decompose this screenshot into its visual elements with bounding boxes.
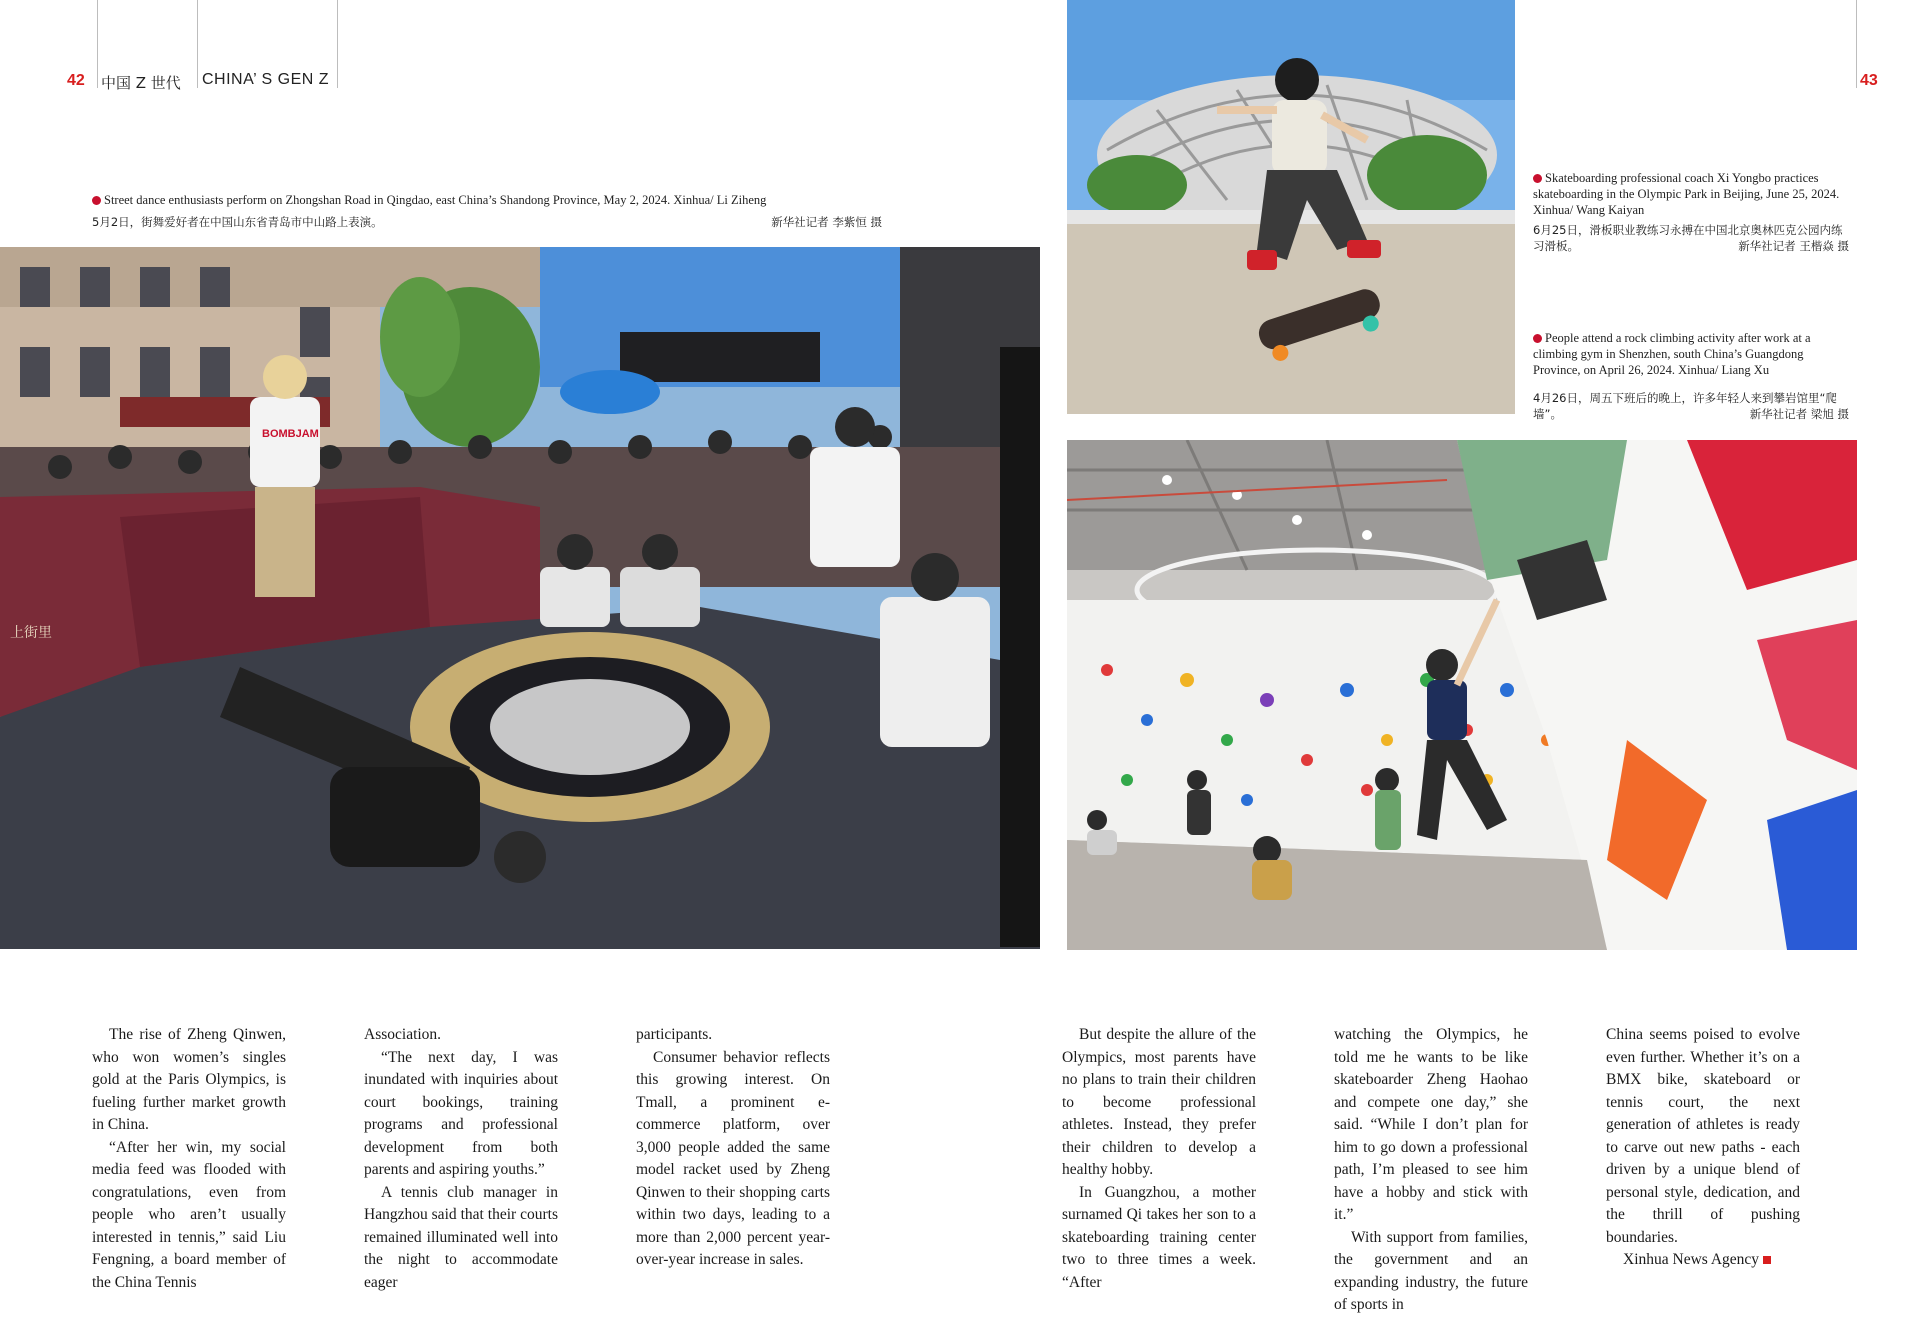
article-column-3 — [636, 1024, 830, 1272]
article-column-2 — [364, 1024, 558, 1294]
skateboard-credit: 新华社记者 王楷焱 摄 — [1738, 239, 1849, 253]
article-column-5 — [1334, 1024, 1528, 1317]
skateboard-caption-zh: 6月25日，滑板职业教练习永搏在中国北京奥林匹克公园内练习滑板。 新华社记者 王楷焱 摄 — [1533, 223, 1849, 253]
street-dance-caption-zh: 5月2日，街舞爱好者在中国山东省青岛市中山路上表演。 新华社记者 李紫恒 摄 — [92, 215, 882, 229]
header-divider-4 — [1856, 0, 1857, 88]
street-dance-shirt: BOMBJAM — [262, 428, 319, 440]
paragraph: But despite the allure of the Olympics, most parents have no plans to train their children to become professional athletes. Instead, they prefer their children to develop a healthy hobby. — [1062, 1026, 1256, 1178]
street-dance-caption-en: Street dance enthusiasts perform on Zhongshan Road in Qingdao, east China’s Shandong Province, May 2, 2024. Xinhua/ Li Ziheng — [92, 192, 892, 208]
paragraph: watching the Olympics, he told me he wants to be like skateboarder Zheng Haohao and compete one day,” she said. “While I don’t plan for him to go down a professional path, I’m pleased to see him have a hobby and stick with it.” — [1334, 1026, 1528, 1223]
paragraph: participants. — [636, 1026, 713, 1043]
paragraph: Association. — [364, 1026, 442, 1043]
byline: Xinhua News Agency — [1606, 1249, 1800, 1272]
article-column-1 — [92, 1024, 286, 1294]
paragraph: China seems poised to evolve even further. Whether it’s on a BMX bike, skateboard or tennis court, the next generation of athletes is ready to carve out new paths - each driven by a unique blend of personal style, dedication, and the thrill of pushing boundaries. — [1606, 1026, 1800, 1246]
article-column-4 — [1062, 1024, 1256, 1294]
street-dance-credit: 新华社记者 李紫恒 摄 — [771, 215, 882, 229]
caption-bullet-icon — [92, 196, 101, 205]
paragraph: A tennis club manager in Hangzhou said that their courts remained illuminated well into the night to accommodate eager — [364, 1183, 558, 1291]
section-title-en: CHINA’ S GEN Z — [202, 71, 330, 88]
climbing-caption-en: People attend a rock climbing activity after work at a climbing gym in Shenzhen, south China’s Guangdong Province, on April 26, 2024. Xinhua/ Liang Xu — [1533, 331, 1811, 377]
right-page-number: 43 — [1860, 72, 1878, 89]
skateboard-photo — [1067, 0, 1515, 414]
section-title-zh: 中国 Z 世代 — [101, 74, 181, 92]
climbing-credit: 新华社记者 梁旭 摄 — [1749, 407, 1849, 421]
header-divider-2 — [197, 0, 198, 88]
left-page-number: 42 — [67, 72, 85, 89]
end-mark-icon — [1763, 1256, 1771, 1264]
caption-bullet-icon — [1533, 334, 1542, 343]
paragraph: The rise of Zheng Qinwen, who won women’s singles gold at the Paris Olympics, is fueling further market growth in China. — [92, 1026, 286, 1133]
article-column-6 — [1606, 1024, 1800, 1272]
header-divider-1 — [97, 0, 98, 88]
climbing-caption-zh: 4月26日，周五下班后的晚上，许多年轻人来到攀岩馆里“爬墙”。 新华社记者 梁旭 摄 — [1533, 391, 1849, 421]
climbing-photo — [1067, 440, 1857, 950]
header-divider-3 — [337, 0, 338, 88]
paragraph: “The next day, I was inundated with inquiries about court bookings, training programs and professional development from both parents and aspiring youths.” — [364, 1048, 558, 1178]
street-dance-sign: 上街里 — [10, 625, 52, 641]
caption-bullet-icon — [1533, 174, 1542, 183]
skateboard-caption-en: Skateboarding professional coach Xi Yongbo practices skateboarding in the Olympic Park in Beijing, June 25, 2024. Xinhua/ Wang Kaiyan — [1533, 171, 1840, 217]
paragraph: With support from families, the government and an expanding industry, the future of sports in — [1334, 1228, 1528, 1313]
paragraph: Consumer behavior reflects this growing interest. On Tmall, a prominent e-commerce platform, over 3,000 people added the same model racket used by Zheng Qinwen to their shopping carts within two days, leading to a more than 2,000 percent year-over-year increase in sales. — [636, 1048, 830, 1268]
paragraph: In Guangzhou, a mother surnamed Qi takes her son to a skateboarding training center two to three times a week. “After — [1062, 1183, 1256, 1291]
street-dance-photo — [0, 247, 1040, 949]
paragraph: “After her win, my social media feed was flooded with congratulations, even from people who aren’t usually interested in tennis,” said Liu Fengning, a board member of the China Tennis — [92, 1138, 286, 1291]
